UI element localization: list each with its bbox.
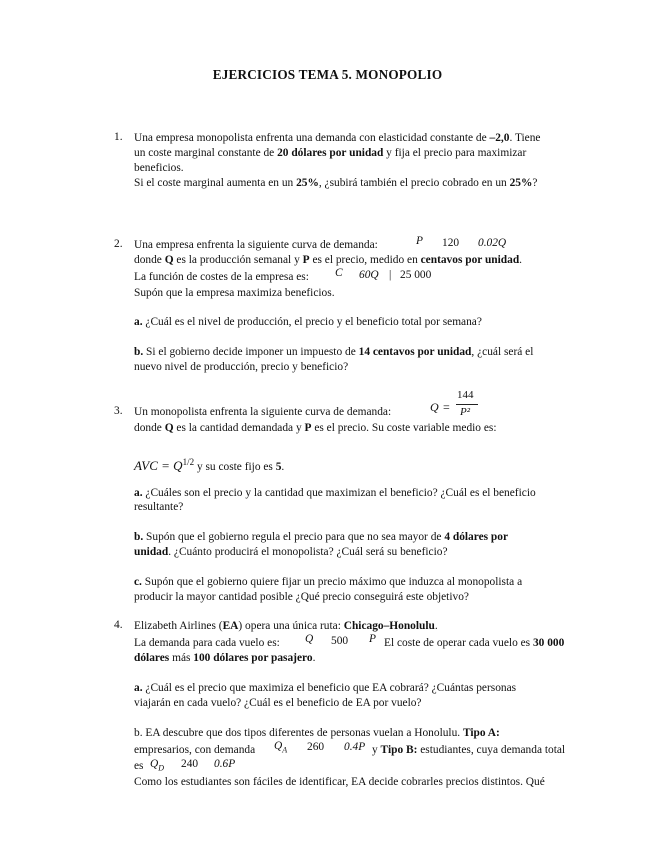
demand-equation-term: 0.02Q (478, 237, 507, 249)
exercise-1-line-4: Si el coste marginal aumenta en un 25%, ¿subirá también el precio cobrado en un 25%? (134, 177, 538, 189)
fraction-bar (456, 404, 478, 405)
cost-equation-c: C (335, 267, 343, 279)
type-a-const: 260 (307, 741, 325, 753)
exercise-1-line-3: beneficios. (134, 162, 184, 174)
exercise-3-part-a-2: resultante? (134, 501, 184, 513)
exercise-2-part-a: a. ¿Cuál es el nivel de producción, el precio y el beneficio total por semana? (134, 316, 482, 328)
exercise-4-part-a-1: a. ¿Cuál es el precio que maximiza el beneficio que EA cobrará? ¿Cuántas personas (134, 682, 517, 694)
exercise-1-number: 1. (114, 131, 123, 143)
cost-equation-const: 25 000 (400, 269, 432, 281)
exercise-4-part-b-1: b. EA descubre que dos tipos diferentes de personas vuelan a Honolulu. Tipo A: (134, 727, 500, 739)
demand-equation: P (416, 235, 423, 247)
exercise-3-part-c-1: c. Supón que el gobierno quiere fijar un precio máximo que induzca al monopolista a (134, 576, 523, 588)
exercise-4-line-1: Elizabeth Airlines (EA) opera una única ruta: Chicago–Honolulu. (134, 620, 438, 632)
exercise-4-line-2: La demanda para cada vuelo es: (134, 637, 280, 649)
exercise-4-line-3: dólares más 100 dólares por pasajero. (134, 652, 316, 664)
exercise-3-part-b-2: unidad. ¿Cuánto producirá el monopolista? ¿Cuál será su beneficio? (134, 546, 448, 558)
exercise-2-line-4: Supón que la empresa maximiza beneficios. (134, 287, 335, 299)
demand-q: Q (430, 400, 439, 414)
exercise-2-line-2: donde Q es la producción semanal y P es el precio, medido en centavos por unidad. (134, 254, 523, 266)
exercise-4-line-2b: El coste de operar cada vuelo es 30 000 (384, 637, 565, 649)
exercise-4-part-b-4: Como los estudiantes son fáciles de identificar, EA decide cobrarles precios distintos. Qué (134, 776, 545, 788)
page-title: EJERCICIOS TEMA 5. MONOPOLIO (212, 67, 443, 82)
exercise-2-line-3: La función de costes de la empresa es: (134, 271, 309, 283)
exercise-1-line-1: Una empresa monopolista enfrenta una demanda con elasticidad constante de –2,0. Tiene (134, 132, 541, 144)
exercise-3-line-2: donde Q es la cantidad demandada y P es el precio. Su coste variable medio es: (134, 422, 497, 434)
exercise-3-number: 3. (114, 405, 123, 417)
flight-demand-q: Q (305, 633, 314, 645)
exercise-4-part-b-2: empresarios, con demanda (134, 744, 256, 756)
exercise-3-part-a-1: a. ¿Cuáles son el precio y la cantidad que maximizan el beneficio? ¿Cuál es el beneficio (134, 487, 536, 499)
type-b-demand: $Q_D$ (150, 758, 165, 773)
exercise-4-part-a-2: viajarán en cada vuelo? ¿Cuál es el beneficio de EA por vuelo? (134, 697, 422, 709)
exercise-2-number: 2. (114, 238, 123, 250)
exercise-2-part-b-2: nuevo nivel de producción, precio y beneficio? (134, 361, 349, 373)
cost-equation-term: 60Q (359, 269, 379, 281)
exercise-4-part-b-3: es (134, 760, 144, 772)
exercise-4-part-b-2b: y Tipo B: estudiantes, cuya demanda total (372, 744, 566, 756)
demand-equals: = (443, 400, 450, 414)
flight-demand-const: 500 (331, 635, 349, 647)
exercise-2-part-b-1: b. Si el gobierno decide imponer un impuesto de 14 centavos por unidad, ¿cuál será el (134, 346, 534, 358)
exercise-1-line-2: un coste marginal constante de 20 dólares por unidad y fija el precio para maximizar (134, 147, 527, 159)
exercise-3-part-c-2: producir la mayor cantidad posible ¿Qué precio conseguirá este objetivo? (134, 591, 469, 603)
demand-equation-const: 120 (442, 237, 460, 249)
exercise-3-part-b-1: b. Supón que el gobierno regula el precio para que no sea mayor de 4 dólares por (134, 531, 509, 543)
type-a-term: 0.4P (344, 741, 366, 753)
exercise-3-line-1: Un monopolista enfrenta la siguiente curva de demanda: (134, 406, 392, 418)
exercise-4-number: 4. (114, 619, 123, 631)
flight-demand-p: P (369, 633, 376, 645)
exercise-2-line-1: Una empresa enfrenta la siguiente curva de demanda: (134, 239, 378, 251)
type-b-const: 240 (181, 758, 199, 770)
fraction-denominator: P² (460, 406, 471, 418)
fraction-numerator: 144 (457, 389, 474, 401)
type-b-term: 0.6P (214, 758, 236, 770)
avc-line: AVC = $Q^{1/2}$ y su coste fijo es 5. (134, 457, 285, 473)
type-a-demand: $Q_A$ (274, 740, 288, 755)
cost-equation-plus: | (389, 269, 392, 281)
